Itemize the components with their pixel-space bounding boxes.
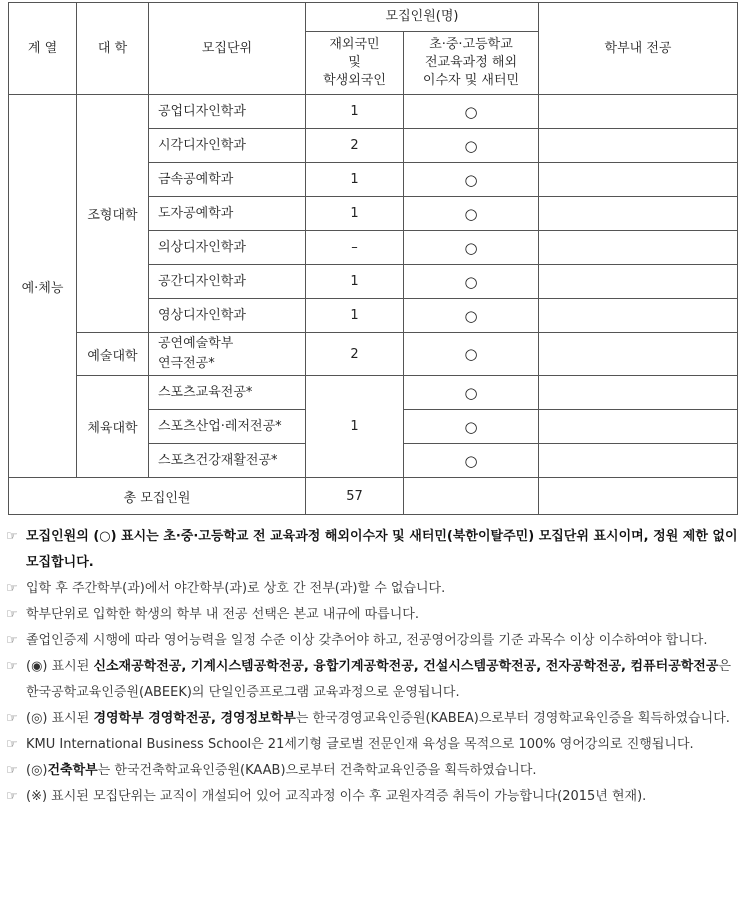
note-text: 졸업인증제 시행에 따라 영어능력을 일정 수준 이상 갖추어야 하고, 전공영어강의를 기준 과목수 이상 이수하여야 합니다. (26, 633, 708, 648)
pointing-hand-icon: ☞ (6, 789, 18, 804)
header-major: 학부내 전공 (539, 3, 738, 95)
quota-abroad-cell: 1 (306, 197, 404, 231)
unit-cell: 공간디자인학과 (149, 265, 306, 299)
note-item (6, 524, 746, 576)
note-text: (◉) 표시된 신소재공학전공, 기계시스템공학전공, 융합기계공학전공, 건설시스템공학전공, 전자공학전공, 컴퓨터공학전공은 한국공학교육인증원(ABEEK)의 단일인증프로그램 교육과정으로 운영됩니다. (26, 659, 731, 700)
pointing-hand-icon: ☞ (6, 659, 18, 674)
note-text: (※) 표시된 모집단위는 교직이 개설되어 있어 교직과정 이수 후 교원자격증 취득이 가능합니다(2015년 현재). (26, 789, 647, 804)
note-text: 학부단위로 입학한 학생의 학부 내 전공 선택은 본교 내규에 따릅니다. (26, 607, 419, 622)
quota-defector-cell (404, 231, 539, 265)
note-item (6, 784, 746, 810)
pointing-hand-icon: ☞ (6, 607, 18, 622)
note-text: 모집인원의 (○) 표시는 초·중·고등학교 전 교육과정 해외이수자 및 새터민(북한이탈주민) 모집단위 표시이며, 정원 제한 없이 모집합니다. (26, 529, 738, 570)
college-cell: 조형대학 (77, 95, 149, 333)
major-cell (539, 444, 738, 478)
note-item (6, 576, 746, 602)
note-text: KMU International Business School은 21세기형 글로벌 전문인재 육성을 목적으로 100% 영어강의로 진행됩니다. (26, 737, 694, 752)
major-cell (539, 163, 738, 197)
pointing-hand-icon: ☞ (6, 581, 18, 596)
empty-cell (539, 478, 738, 515)
unit-cell: 공연예술학부 연극전공* (149, 333, 306, 376)
quota-defector-cell (404, 265, 539, 299)
college-cell: 예술대학 (77, 333, 149, 376)
major-cell (539, 129, 738, 163)
quota-defector-cell (404, 129, 539, 163)
pointing-hand-icon: ☞ (6, 529, 18, 544)
quota-defector-cell (404, 163, 539, 197)
unit-cell: 스포츠건강재활전공* (149, 444, 306, 478)
circle-mark-icon: ○ (464, 238, 478, 257)
circle-mark-icon: ○ (464, 383, 478, 402)
circle-mark-icon: ○ (464, 272, 478, 291)
quota-abroad-cell: 1 (306, 299, 404, 333)
unit-cell: 시각디자인학과 (149, 129, 306, 163)
header-category: 계 열 (9, 3, 77, 95)
note-item (6, 628, 746, 654)
quota-defector-cell (404, 444, 539, 478)
circle-mark-icon: ○ (464, 417, 478, 436)
note-text: (◎) 표시된 경영학부 경영학전공, 경영정보학부는 한국경영교육인증원(KABEA)으로부터 경영학교육인증을 획득하였습니다. (26, 711, 730, 726)
notes-list (6, 524, 746, 810)
admission-table (8, 2, 738, 515)
circle-mark-icon: ○ (464, 306, 478, 325)
major-cell (539, 197, 738, 231)
circle-mark-icon: ○ (464, 345, 478, 363)
unit-cell: 영상디자인학과 (149, 299, 306, 333)
circle-mark-icon: ○ (464, 170, 478, 189)
quota-defector-cell (404, 410, 539, 444)
note-text: 입학 후 주간학부(과)에서 야간학부(과)로 상호 간 전부(과)할 수 없습니다. (26, 581, 446, 596)
quota-abroad-cell: 2 (306, 129, 404, 163)
unit-cell: 스포츠교육전공* (149, 376, 306, 410)
circle-mark-icon: ○ (464, 102, 478, 121)
pointing-hand-icon: ☞ (6, 711, 18, 726)
quota-abroad-cell: 1 (306, 376, 404, 478)
empty-cell (404, 478, 539, 515)
quota-abroad-cell: 1 (306, 265, 404, 299)
major-cell (539, 265, 738, 299)
unit-cell: 스포츠산업·레저전공* (149, 410, 306, 444)
note-highlight: 신소재공학전공, 기계시스템공학전공, 융합기계공학전공, 건설시스템공학전공, 전자공학전공, 컴퓨터공학전공 (93, 659, 719, 674)
quota-defector-cell (404, 197, 539, 231)
total-value: 57 (306, 478, 404, 515)
note-item (6, 732, 746, 758)
quota-abroad-cell: – (306, 231, 404, 265)
note-item (6, 654, 746, 706)
quota-defector-cell (404, 95, 539, 129)
quota-defector-cell (404, 333, 539, 376)
note-item (6, 706, 746, 732)
note-highlight: 경영학부 경영학전공, 경영정보학부 (93, 711, 296, 726)
circle-mark-icon: ○ (464, 136, 478, 155)
header-quota-abroad: 재외국민 및 학생외국인 (306, 32, 404, 95)
total-label: 총 모집인원 (9, 478, 306, 515)
pointing-hand-icon: ☞ (6, 737, 18, 752)
total-row (9, 478, 738, 515)
major-cell (539, 299, 738, 333)
unit-cell: 공업디자인학과 (149, 95, 306, 129)
note-text: (◎)건축학부는 한국건축학교육인증원(KAAB)으로부터 건축학교육인증을 획득하였습니다. (26, 763, 537, 778)
header-college: 대 학 (77, 3, 149, 95)
quota-defector-cell (404, 299, 539, 333)
quota-abroad-cell: 1 (306, 163, 404, 197)
unit-cell: 의상디자인학과 (149, 231, 306, 265)
table-row (9, 376, 738, 410)
major-cell (539, 410, 738, 444)
major-cell (539, 376, 738, 410)
category-cell: 예·체능 (9, 95, 77, 478)
header-quota-group: 모집인원(명) (306, 3, 539, 32)
header-quota-defector: 초·중·고등학교 전교육과정 해외 이수자 및 새터민 (404, 32, 539, 95)
table-row (9, 95, 738, 129)
header-unit: 모집단위 (149, 3, 306, 95)
quota-defector-cell (404, 376, 539, 410)
note-highlight: 건축학부 (47, 763, 98, 778)
quota-abroad-cell: 2 (306, 333, 404, 376)
unit-cell: 도자공예학과 (149, 197, 306, 231)
pointing-hand-icon: ☞ (6, 633, 18, 648)
circle-mark-icon: ○ (464, 451, 478, 470)
unit-cell: 금속공예학과 (149, 163, 306, 197)
quota-abroad-cell: 1 (306, 95, 404, 129)
pointing-hand-icon: ☞ (6, 763, 18, 778)
note-item (6, 602, 746, 628)
major-cell (539, 95, 738, 129)
college-cell: 체육대학 (77, 376, 149, 478)
table-row (9, 333, 738, 376)
major-cell (539, 231, 738, 265)
note-item (6, 758, 746, 784)
circle-mark-icon: ○ (464, 204, 478, 223)
major-cell (539, 333, 738, 376)
